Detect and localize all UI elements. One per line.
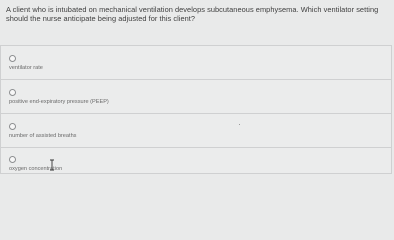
text-cursor-icon <box>48 159 56 171</box>
answer-option-oxygen-concentration[interactable] <box>0 147 392 174</box>
option-label: oxygen concentration <box>9 166 63 172</box>
question-text: A client who is intubated on mechanical ventilation develops subcutaneous emphysema. Which ventilator setting should the nurse anticipate being adjusted for this client? <box>6 5 379 23</box>
stray-pixel <box>239 124 240 125</box>
answer-option-peep[interactable] <box>0 79 392 113</box>
option-label: positive end-expiratory pressure (PEEP) <box>9 99 109 105</box>
answer-options <box>0 45 392 174</box>
answer-option-assisted-breaths[interactable] <box>0 113 392 147</box>
answer-option-ventilator-rate[interactable] <box>0 45 392 79</box>
radio-button[interactable] <box>9 156 16 163</box>
option-label: ventilator rate <box>9 65 43 71</box>
radio-button[interactable] <box>9 89 16 96</box>
option-label: number of assisted breaths <box>9 133 77 139</box>
radio-button[interactable] <box>9 123 16 130</box>
radio-button[interactable] <box>9 55 16 62</box>
